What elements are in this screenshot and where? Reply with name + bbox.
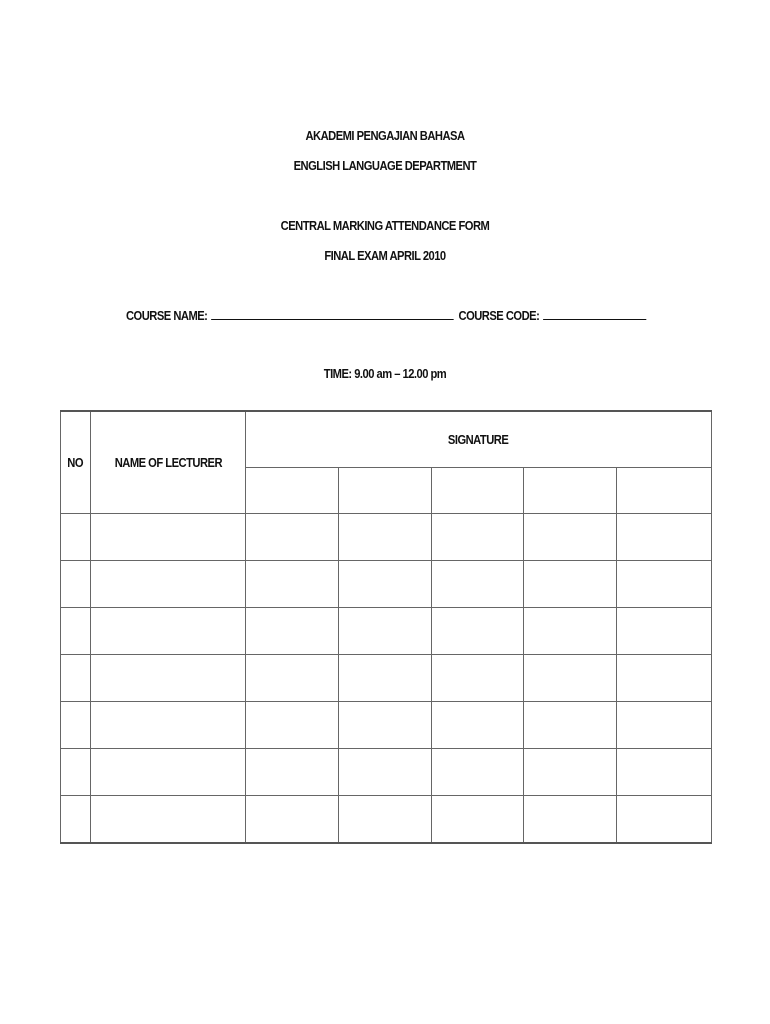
- table-row: [61, 796, 712, 843]
- signature-cell[interactable]: [432, 702, 524, 749]
- no-cell[interactable]: [61, 513, 91, 560]
- signature-cell[interactable]: [339, 513, 432, 560]
- lecturer-name-cell[interactable]: [91, 749, 246, 796]
- signature-cell[interactable]: [246, 655, 339, 702]
- signature-cell[interactable]: [617, 607, 712, 654]
- signature-cell[interactable]: [432, 560, 524, 607]
- signature-cell[interactable]: [432, 655, 524, 702]
- signature-cell[interactable]: [339, 796, 432, 843]
- attendance-table: [60, 410, 712, 844]
- lecturer-name-cell[interactable]: [91, 702, 246, 749]
- course-name-blank[interactable]: [211, 305, 454, 320]
- signature-cell[interactable]: [524, 607, 617, 654]
- table-row: [61, 607, 712, 654]
- institution-title: AKADEMI PENGAJIAN BAHASA: [305, 128, 465, 143]
- signature-subcell: [524, 467, 617, 513]
- signature-cell[interactable]: [339, 560, 432, 607]
- course-name-label: COURSE NAME:: [126, 308, 208, 323]
- signature-subcell: [617, 467, 712, 513]
- signature-subcell: [432, 467, 524, 513]
- exam-time: TIME: 9.00 am – 12.00 pm: [323, 366, 447, 381]
- lecturer-name-cell[interactable]: [91, 513, 246, 560]
- lecturer-name-cell[interactable]: [91, 655, 246, 702]
- signature-cell[interactable]: [432, 607, 524, 654]
- signature-cell[interactable]: [432, 513, 524, 560]
- signature-subcell: [246, 467, 339, 513]
- signature-cell[interactable]: [339, 607, 432, 654]
- course-fields: [126, 305, 642, 323]
- signature-cell[interactable]: [246, 796, 339, 843]
- lecturer-name-cell[interactable]: [91, 560, 246, 607]
- lecturer-name-cell[interactable]: [91, 796, 246, 843]
- signature-cell[interactable]: [617, 796, 712, 843]
- no-cell[interactable]: [61, 560, 91, 607]
- signature-cell[interactable]: [524, 749, 617, 796]
- header-no: NO: [61, 411, 91, 513]
- signature-cell[interactable]: [246, 749, 339, 796]
- signature-cell[interactable]: [524, 702, 617, 749]
- header-signature: SIGNATURE: [246, 411, 712, 467]
- signature-cell[interactable]: [524, 513, 617, 560]
- no-cell[interactable]: [61, 655, 91, 702]
- signature-cell[interactable]: [246, 607, 339, 654]
- signature-cell[interactable]: [524, 655, 617, 702]
- table-row: [61, 749, 712, 796]
- signature-cell[interactable]: [524, 560, 617, 607]
- signature-cell[interactable]: [432, 796, 524, 843]
- signature-cell[interactable]: [246, 513, 339, 560]
- course-code-blank[interactable]: [543, 305, 646, 320]
- signature-cell[interactable]: [339, 749, 432, 796]
- lecturer-name-cell[interactable]: [91, 607, 246, 654]
- signature-cell[interactable]: [617, 749, 712, 796]
- signature-cell[interactable]: [339, 702, 432, 749]
- signature-cell[interactable]: [339, 655, 432, 702]
- no-cell[interactable]: [61, 796, 91, 843]
- form-title: CENTRAL MARKING ATTENDANCE FORM: [280, 218, 490, 233]
- table-row: [61, 513, 712, 560]
- signature-cell[interactable]: [432, 749, 524, 796]
- signature-cell[interactable]: [617, 702, 712, 749]
- no-cell[interactable]: [61, 607, 91, 654]
- department-title: ENGLISH LANGUAGE DEPARTMENT: [293, 158, 477, 173]
- course-code-label: COURSE CODE:: [458, 308, 540, 323]
- signature-subcell: [339, 467, 432, 513]
- signature-cell[interactable]: [524, 796, 617, 843]
- signature-cell[interactable]: [246, 560, 339, 607]
- exam-title: FINAL EXAM APRIL 2010: [324, 248, 446, 263]
- signature-cell[interactable]: [246, 702, 339, 749]
- signature-cell[interactable]: [617, 655, 712, 702]
- signature-cell[interactable]: [617, 513, 712, 560]
- no-cell[interactable]: [61, 702, 91, 749]
- table-row: [61, 702, 712, 749]
- table-row: [61, 655, 712, 702]
- table-row: [61, 560, 712, 607]
- no-cell[interactable]: [61, 749, 91, 796]
- header-name-of-lecturer: NAME OF LECTURER: [91, 411, 246, 513]
- signature-cell[interactable]: [617, 560, 712, 607]
